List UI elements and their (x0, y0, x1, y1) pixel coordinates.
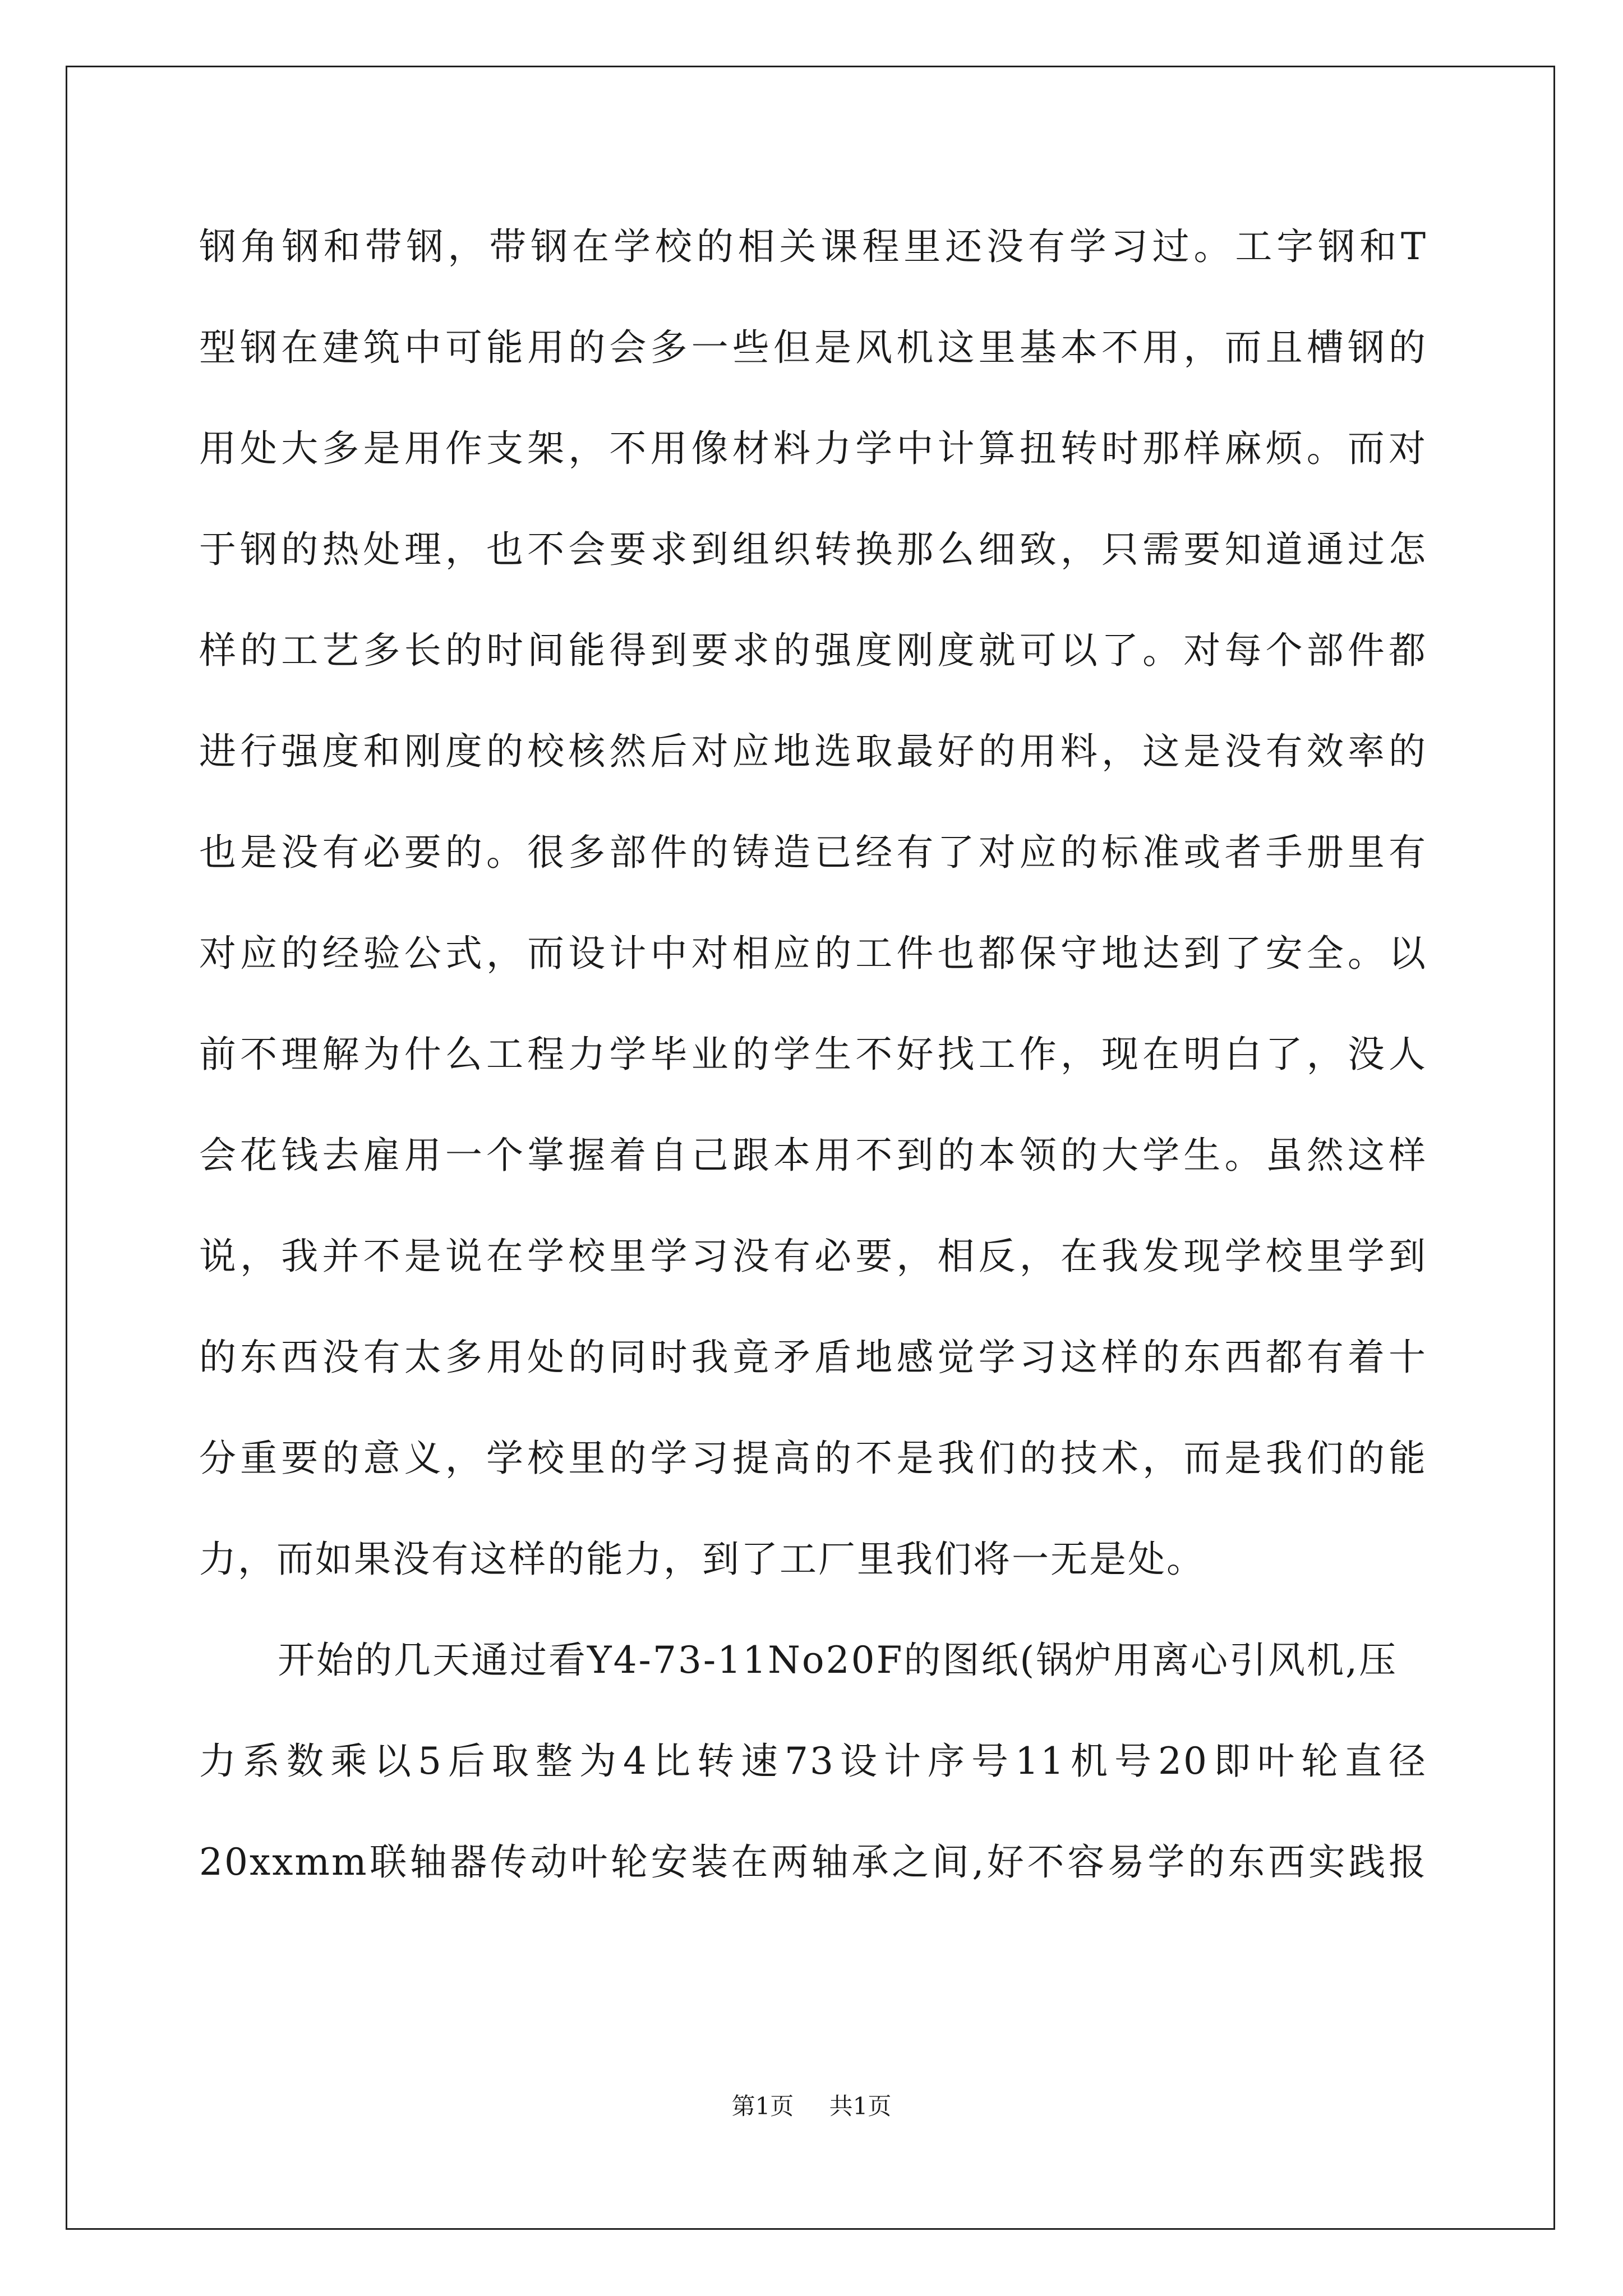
text-line: 20xxmm联轴器传动叶轮安装在两轴承之间,好不容易学的东西实践报 (199, 1841, 1427, 1884)
text-line: 力，而如果没有这样的能力，到了工厂里我们将一无是处。 (199, 1538, 1205, 1581)
text-line: 的东西没有太多用处的同时我竟矛盾地感觉学习这样的东西都有着十 (199, 1336, 1427, 1379)
page-number-current: 第1页 (731, 2092, 794, 2120)
text-line: 对应的经验公式，而设计中对相应的工件也都保守地达到了安全。以 (199, 932, 1427, 975)
text-line: 型钢在建筑中可能用的会多一些但是风机这里基本不用，而且槽钢的 (199, 326, 1427, 369)
text-line: 会花钱去雇用一个掌握着自己跟本用不到的本领的大学生。虽然这样 (199, 1134, 1427, 1177)
page-footer (0, 2088, 1623, 2122)
text-line: 也是没有必要的。很多部件的铸造已经有了对应的标准或者手册里有 (199, 831, 1427, 874)
paragraph-first-line: 开始的几天通过看Y4-73-11No20F的图纸(锅炉用离心引风机,压 (278, 1639, 1398, 1682)
document-body (199, 219, 1427, 1935)
text-line: 进行强度和刚度的校核然后对应地选取最好的用料，这是没有效率的 (199, 730, 1427, 773)
text-line: 样的工艺多长的时间能得到要求的强度刚度就可以了。对每个部件都 (199, 629, 1427, 672)
text-line: 于钢的热处理，也不会要求到组织转换那么细致，只需要知道通过怎 (199, 528, 1427, 571)
page-number-total: 共1页 (829, 2092, 892, 2120)
text-line: 说，我并不是说在学校里学习没有必要，相反，在我发现学校里学到 (199, 1235, 1427, 1278)
text-line: 用处大多是用作支架，不用像材料力学中计算扭转时那样麻烦。而对 (199, 427, 1427, 470)
text-line: 前不理解为什么工程力学毕业的学生不好找工作，现在明白了，没人 (199, 1033, 1427, 1076)
text-line: 分重要的意义，学校里的学习提高的不是我们的技术，而是我们的能 (199, 1437, 1427, 1480)
text-line: 钢角钢和带钢，带钢在学校的相关课程里还没有学习过。工字钢和T (199, 225, 1427, 268)
text-line: 力系数乘以5后取整为4比转速73设计序号11机号20即叶轮直径 (199, 1740, 1427, 1783)
